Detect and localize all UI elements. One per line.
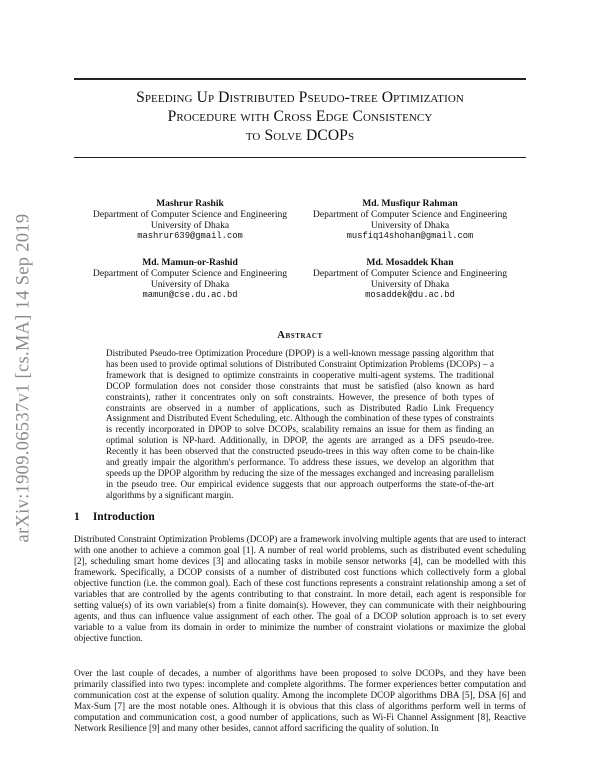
author-department: Department of Computer Science and Engineering — [92, 209, 288, 220]
author-university: University of Dhaka — [370, 220, 450, 231]
abstract-text: Distributed Pseudo-tree Optimization Procedure (DPOP) is a well-known message passing algorithm that has been used to provide optimal solutions of Distributed Constraint Optimization Problems (DCOPs) – a framework that is designed to optimize constraints in cooperative multi-agent systems. The traditional DCOP formulation does not consider those constraints that must be satisfied (also known as hard constraints), rather it concentrates only on soft constraints. However, the presence of both types of constraints are observed in a number of applications, such as Distributed Radio Link Frequency Assignment and Distributed Event Scheduling, etc. Although the combination of these types of constraints is recently incorporated in DPOP to solve DCOPs, scalability remains an issue for them as finding an optimal solution is NP-hard. Additionally, in DPOP, the agents are arranged as a DFS pseudo-tree. Recently it has been observed that the constructed pseudo-trees in this way often come to be chain-like and greatly impair the algorithm's performance. To address these issues, we develop an algorithm that speeds up the DPOP algorithm by reducing the size of the messages exchanged and increasing parallelism in the pseudo tree. Our empirical evidence suggests that our approach outperforms the state-of-the-art algorithms by a significant margin. — [106, 348, 494, 500]
title-rule-bottom — [74, 157, 526, 158]
section-heading — [74, 511, 155, 523]
author-name: Md. Musfiqur Rahman — [362, 198, 458, 209]
title-line: Procedure with Cross Edge Consistency — [167, 108, 433, 125]
author-block — [80, 257, 300, 301]
body-paragraph: Distributed Constraint Optimization Problems (DCOP) are a framework involving multiple agents that are used to interact with one another to achieve a common goal [1]. A number of real world problems, such as distributed event scheduling [2], scheduling smart home devices [3] and allocating tasks in mobile sensor networks [4], can be modelled with this framework. Specifically, a DCOP consists of a number of distributed cost functions which collectively form a global objective function (i.e. the common goal). Each of these cost functions represents a constraint relationship among a set of variables that are controlled by the agents contributing to that constraint. In more detail, each agent is responsible for setting value(s) of its own variable(s) from a finite domain(s). However, they can communicate with their neighbouring agents, and thus can influence value assignment of each other. The goal of a DCOP solution approach is to set every variable to a value from its domain in order to minimize the number of constraint violations or maximize the global objective function. — [74, 534, 526, 643]
body-paragraph: Over the last couple of decades, a number of algorithms have been proposed to solve DCOPs, and they have been primarily classified into two types: incomplete and complete algorithms. The former experiences better computation and communication cost at the expense of solution quality. Among the incomplete DCOP algorithms DBA [5], DSA [6] and Max-Sum [7] are the most notable ones. Although it is obvious that this class of algorithms perform well in terms of computation and communication cost, a good number of applications, such as Wi-Fi Channel Assignment [8], Reactive Network Resilience [9] and many other besides, cannot afford sacrificing the quality of solution. In — [74, 668, 526, 733]
author-name: Md. Mosaddek Khan — [366, 257, 454, 268]
author-department: Department of Computer Science and Engineering — [312, 268, 508, 279]
title-rule-top — [74, 78, 526, 80]
author-university: University of Dhaka — [150, 220, 230, 231]
author-email: mosaddek@du.ac.bd — [365, 290, 455, 300]
author-email: musfiq14shohan@gmail.com — [346, 231, 474, 241]
author-email: mamun@cse.du.ac.bd — [142, 290, 238, 300]
author-department: Department of Computer Science and Engineering — [92, 268, 288, 279]
paper-title — [74, 88, 526, 145]
section-number: 1 — [74, 511, 80, 523]
author-block — [300, 198, 520, 242]
author-university: University of Dhaka — [370, 279, 450, 290]
arxiv-id-text: arXiv:1909.06537v1 [cs.MA] 14 Sep 2019 — [13, 213, 34, 543]
arxiv-identifier-sidebar — [4, 188, 44, 568]
author-name: Mashrur Rashik — [156, 198, 224, 209]
author-university: University of Dhaka — [150, 279, 230, 290]
author-department: Department of Computer Science and Engineering — [312, 209, 508, 220]
section-title: Introduction — [92, 511, 155, 523]
author-block — [300, 257, 520, 301]
title-line: Speeding Up Distributed Pseudo-tree Optimization — [136, 89, 464, 106]
author-name: Md. Mamun-or-Rashid — [142, 257, 238, 268]
abstract-heading: Abstract — [277, 330, 323, 341]
author-email: mashrur639@gmail.com — [137, 231, 243, 241]
title-line: to Solve DCOPs — [245, 127, 355, 144]
author-block — [80, 198, 300, 242]
